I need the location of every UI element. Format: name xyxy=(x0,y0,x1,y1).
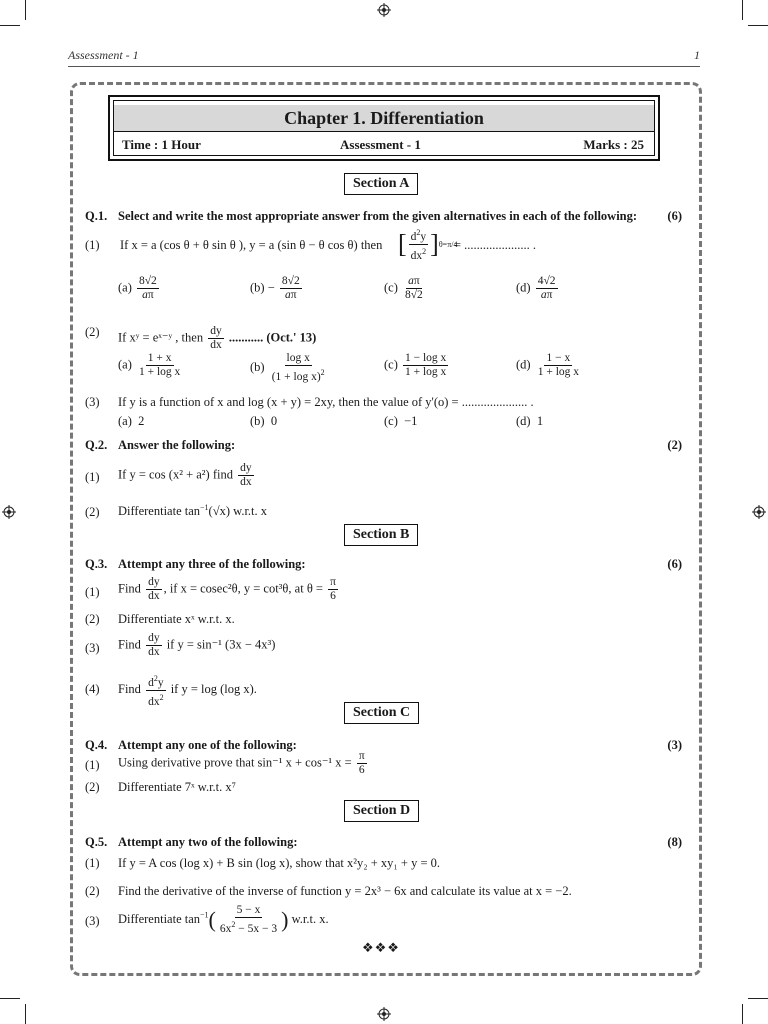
section-a-heading: Section A xyxy=(344,173,418,195)
crop-mark xyxy=(748,998,768,999)
q5-2-number: (2) xyxy=(85,884,100,898)
q2-1-number: (1) xyxy=(85,470,100,484)
q3-number: Q.3. xyxy=(85,557,108,571)
registration-mark-icon xyxy=(2,505,16,519)
section-c-heading: Section C xyxy=(344,702,419,724)
q3-1-number: (1) xyxy=(85,585,100,599)
time-label: Time : 1 Hour xyxy=(122,137,201,152)
q2-1-text: If y = cos (x² + a²) find $\frac{dy}{dx}$ xyxy=(118,462,252,488)
q1-1-option-c: (c) $\frac{a\pi}{8√2}$ xyxy=(384,275,423,301)
q2-2-text: Differentiate $\tan^{-1}(√x)$ w.r.t. x xyxy=(118,503,268,519)
q5-1-text: If y = A cos (log x) + B sin (log x), show that x²y₂ + xy₁ + y = 0. xyxy=(118,856,441,870)
q1-1-option-b: (b) − $\frac{8√2}{a\pi}$ xyxy=(250,275,300,301)
q1-3-text: If y is a function of x and log (x + y) = 2xy, then the value of y'(o) = ..................... . xyxy=(118,395,534,409)
q3-1-text: Find $\frac{dy}{dx}$ , if x = cosec²θ, y = cot³θ, at θ = $\frac{\pi}{6}$ xyxy=(118,576,336,602)
q1-1-expression: [ $\frac{d^2y}{dx^2}$ ]θ=π/4 xyxy=(398,228,458,262)
crop-mark xyxy=(0,25,20,26)
q3-marks: (6) xyxy=(667,557,682,571)
registration-mark-icon xyxy=(752,505,766,519)
q4-1-number: (1) xyxy=(85,758,100,772)
q1-number: Q.1. xyxy=(85,209,108,223)
q3-2-text: Differentiate xˣ w.r.t. x. xyxy=(118,612,235,626)
q4-2-text: Differentiate 7ˣ w.r.t. x⁷ xyxy=(118,780,237,794)
q4-1-text: Using derivative prove that sin⁻¹ x + cos⁻¹ x = $\frac{\pi}{6}$ xyxy=(118,750,365,776)
q1-2-option-d: (d) $\frac{1 - x}{\text{1 + log x}}$ xyxy=(516,352,580,378)
q1-3-number: (3) xyxy=(85,395,100,409)
q1-3-option-d: (d) 1 xyxy=(516,414,544,428)
q5-3-number: (3) xyxy=(85,914,100,928)
q3-3-number: (3) xyxy=(85,641,100,655)
crop-mark xyxy=(0,998,20,999)
q1-1-blank: = ..................... . xyxy=(454,238,537,252)
chapter-title: Chapter 1. Differentiation xyxy=(114,105,654,131)
q5-marks: (8) xyxy=(667,835,682,849)
q3-4-number: (4) xyxy=(85,682,100,696)
crop-mark xyxy=(25,0,26,20)
q3-2-number: (2) xyxy=(85,612,100,626)
crop-mark xyxy=(742,1004,743,1024)
q1-2-text: If xʸ = eˣ⁻ʸ , then $\frac{dy}{dx}$ ........... (Oct.' 13) xyxy=(118,325,317,351)
section-b-heading: Section B xyxy=(344,524,418,546)
crop-mark xyxy=(742,0,743,20)
q4-2-number: (2) xyxy=(85,780,100,794)
q5-text: Attempt any two of the following: xyxy=(118,835,298,849)
q1-1-number: (1) xyxy=(85,238,100,252)
q3-text: Attempt any three of the following: xyxy=(118,557,306,571)
title-box xyxy=(108,95,660,161)
q4-number: Q.4. xyxy=(85,738,108,752)
q1-2-number: (2) xyxy=(85,325,100,339)
q1-1-option-a: (a) $\frac{8√2}{a\pi}$ xyxy=(118,275,157,301)
end-ornament: ❖❖❖ xyxy=(362,940,400,955)
q1-1-option-d: (d) $\frac{4√2}{a\pi}$ xyxy=(516,275,556,301)
q1-2-option-a: (a) $\frac{1 + x}{\text{1 + log x}}$ xyxy=(118,352,181,378)
q2-number: Q.2. xyxy=(85,438,108,452)
header-rule xyxy=(68,66,700,67)
q1-text: Select and write the most appropriate answer from the given alternatives in each of the following: xyxy=(118,209,638,223)
q4-text: Attempt any one of the following: xyxy=(118,738,297,752)
marks-label: Marks : 25 xyxy=(583,137,644,152)
q2-marks: (2) xyxy=(667,438,682,452)
q5-2-text: Find the derivative of the inverse of function y = 2x³ − 6x and calculate its value at x = −2. xyxy=(118,884,572,898)
q5-1-number: (1) xyxy=(85,856,100,870)
q3-3-text: Find $\frac{dy}{dx}$ if y = sin⁻¹ (3x − 4x³) xyxy=(118,632,276,658)
q1-1-text: If x = a (cos θ + θ sin θ ), y = a (sin θ − θ cos θ) then xyxy=(120,238,383,252)
q3-4-text: Find $\frac{d^2y}{dx^2}$ if y = log (log x). xyxy=(118,674,257,708)
running-header: Assessment - 1 xyxy=(68,48,139,62)
q1-2-option-b: (b) $\frac{\text{log x}}{(1 + \log x)^2}$ xyxy=(250,352,325,383)
q5-3-text: Differentiate $\tan^{-1}$( $\frac{5 - x}{6x^2 - 5x - 3}$ ) w.r.t. x. xyxy=(118,904,329,935)
crop-mark xyxy=(748,25,768,26)
page-number: 1 xyxy=(694,48,700,62)
q1-2-option-c: (c) $\frac{\text{1 − log x}}{\text{1 + log x}}$ xyxy=(384,352,447,378)
q1-3-option-c: (c) −1 xyxy=(384,414,418,428)
q1-3-option-a: (a) 2 xyxy=(118,414,145,428)
registration-mark-icon xyxy=(377,3,391,17)
assessment-label: Assessment - 1 xyxy=(340,137,421,152)
q2-2-number: (2) xyxy=(85,505,100,519)
crop-mark xyxy=(25,1004,26,1024)
section-d-heading: Section D xyxy=(344,800,419,822)
registration-mark-icon xyxy=(377,1007,391,1021)
q4-marks: (3) xyxy=(667,738,682,752)
q2-text: Answer the following: xyxy=(118,438,236,452)
q5-number: Q.5. xyxy=(85,835,108,849)
q1-3-option-b: (b) 0 xyxy=(250,414,278,428)
q1-marks: (6) xyxy=(667,209,682,223)
